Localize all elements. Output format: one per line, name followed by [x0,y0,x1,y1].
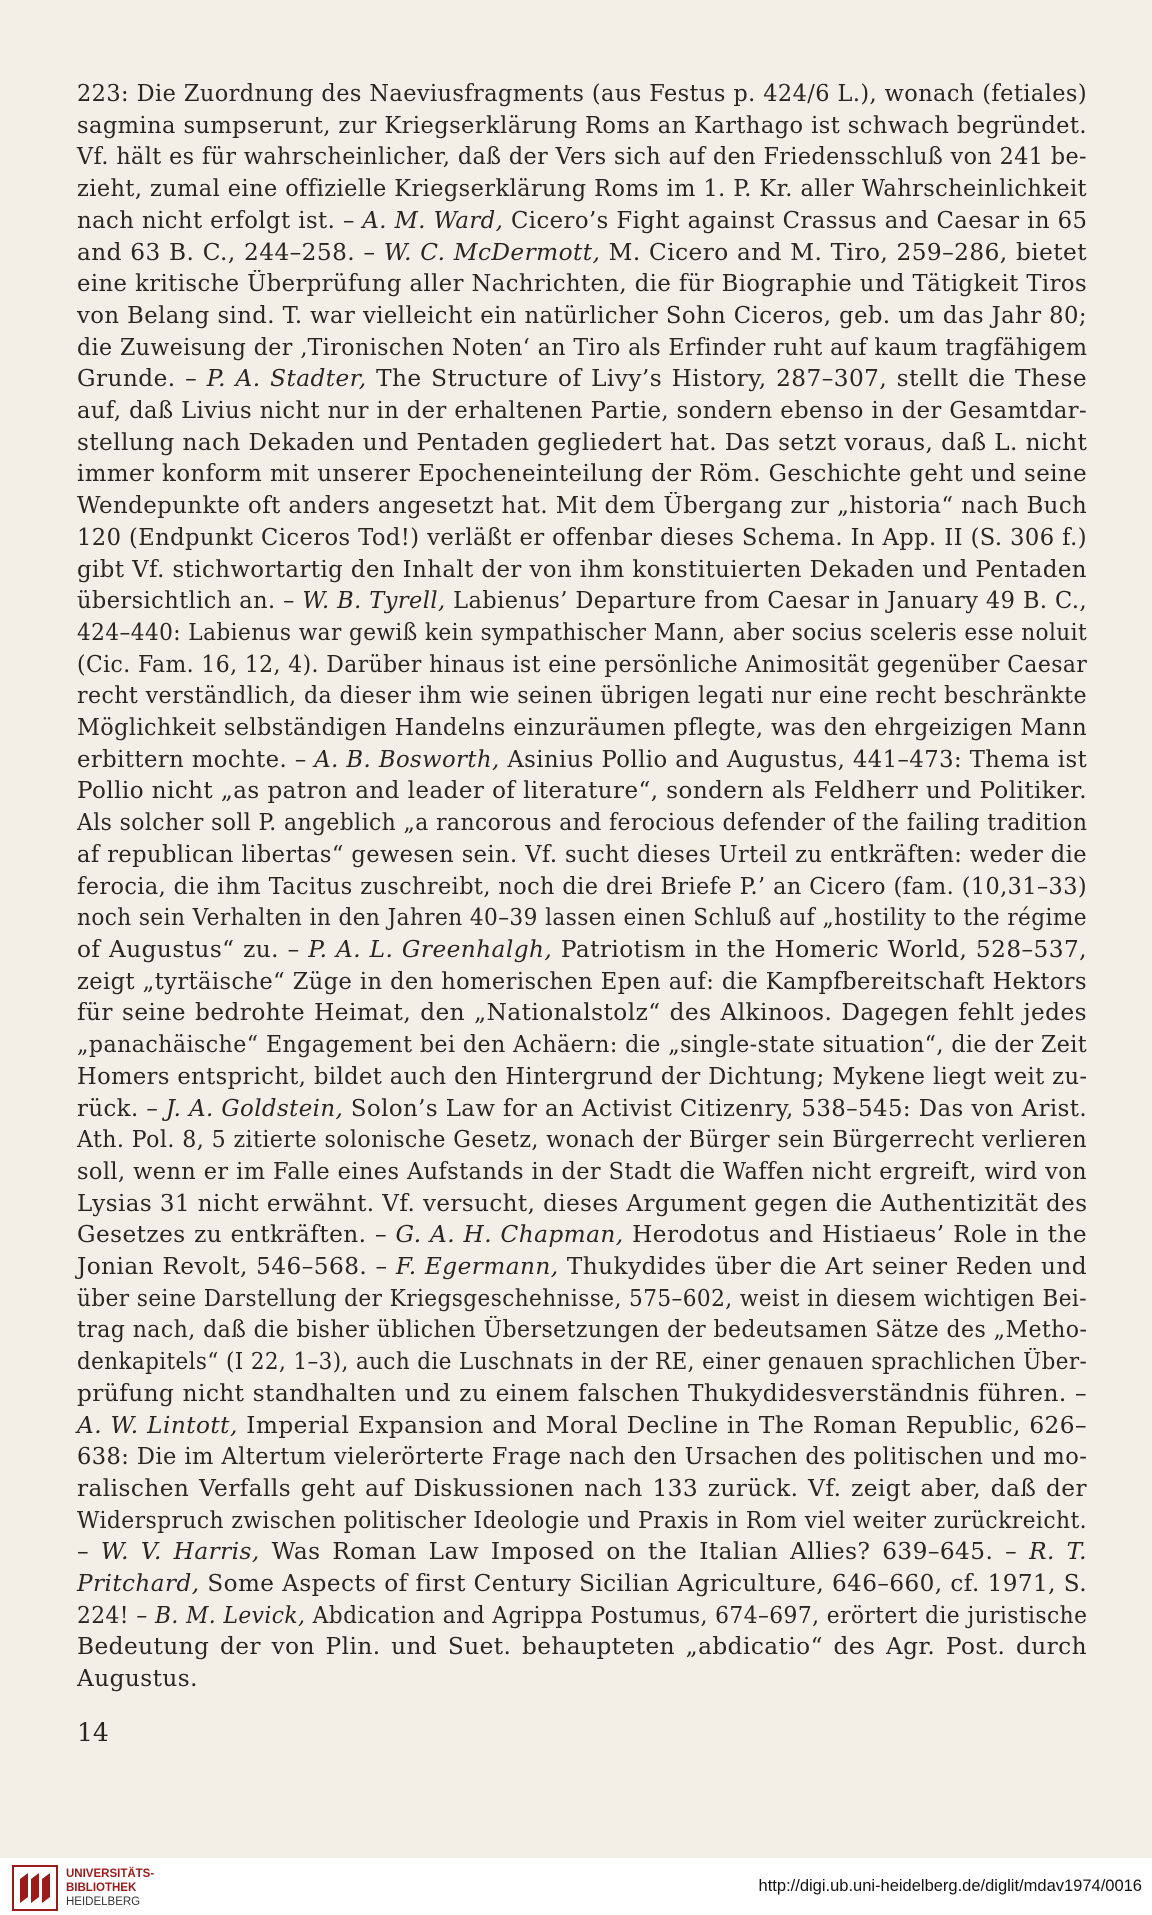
page-body-text [77,78,1087,1695]
page-number: 14 [77,1718,109,1747]
text-line: stellung nach Dekaden und Pentaden gegliedert hat. Das setzt voraus, daß L. nicht [77,428,1088,456]
text-line: immer konform mit unserer Epocheneinteilung der Röm. Geschichte geht und seine [77,460,1088,488]
text-line: Lysias 31 nicht erwähnt. Vf. versucht, dieses Argument gegen die Authentizität des [77,1189,1088,1217]
text-line: nach nicht erfolgt ist. – A. M. Ward, Cicero’s Fight against Crassus and Caesar in 65 [77,206,1088,234]
text-line: ralischen Verfalls geht auf Diskussionen nach 133 zurück. Vf. zeigt aber, daß der [77,1474,1087,1502]
text-line: Widerspruch zwischen politischer Ideologie und Praxis in Rom viel weiter zurückreicht. [77,1506,1088,1534]
text-line: 638: Die im Altertum vielerörterte Frage nach den Ursachen des politischen und mo- [77,1443,1088,1471]
text-line: rück. – J. A. Goldstein, Solon’s Law for an Activist Citizenry, 538–545: Das von Arist. [77,1094,1088,1122]
source-url-link[interactable]: http://digi.ub.uni-heidelberg.de/diglit/mdav1974/0016 [758,1877,1142,1895]
text-line: für seine bedrohte Heimat, den „Nationalstolz“ des Alkinoos. Dagegen fehlt jedes [77,999,1087,1027]
text-line: zeigt „tyrtäische“ Züge in den homerischen Epen auf: die Kampfbereitschaft Hektors [77,967,1087,995]
text-line: auf, daß Livius nicht nur in der erhaltenen Partie, sondern ebenso in der Gesamtdar- [77,397,1088,425]
text-line: sagmina sumpserunt, zur Kriegserklärung Roms an Karthago ist schwach begründet. [77,111,1087,139]
text-line: von Belang sind. T. war vielleicht ein natürlicher Sohn Ciceros, geb. um das Jahr 80; [77,301,1088,329]
text-line: „panachäische“ Engagement bei den Achäern: die „single-state situation“, die der Zeit [77,1031,1088,1059]
university-library-logo-icon [12,1865,58,1911]
text-line: Ath. Pol. 8, 5 zitierte solonische Gesetz, wonach der Bürger sein Bürgerrecht verlieren [77,1126,1087,1154]
text-line: recht verständlich, da dieser ihm wie seinen übrigen legati nur eine recht beschränkte [77,682,1087,710]
text-line: Vf. hält es für wahrscheinlicher, daß der Vers sich auf den Friedensschluß von 241 be- [77,143,1087,171]
text-line: Pollio nicht „as patron and leader of literature“, sondern als Feldherr und Politiker. [77,777,1087,805]
logo-line-1: UNIVERSITÄTS- [66,1868,155,1880]
logo-line-2: BIBLIOTHEK [66,1882,137,1894]
text-line: Jonian Revolt, 546–568. – F. Egermann, Thukydides über die Art seiner Reden und [77,1253,1088,1281]
text-line: 223: Die Zuordnung des Naeviusfragments (aus Festus p. 424/6 L.), wonach (fetiales) [77,80,1088,107]
text-line: Wendepunkte oft anders angesetzt hat. Mit dem Übergang zur „historia“ nach Buch [77,492,1088,520]
text-line: 120 (Endpunkt Ciceros Tod!) verläßt er offenbar dieses Schema. In App. II (S. 306 f.) [77,523,1087,551]
text-line: Augustus. [77,1665,198,1693]
text-line: zieht, zumal eine offizielle Kriegserklärung Roms im 1. P. Kr. aller Wahrscheinlichkeit [77,175,1087,203]
text-line: erbittern mochte. – A. B. Bosworth, Asinius Pollio and Augustus, 441–473: Thema ist [77,745,1088,773]
text-line: Gesetzes zu entkräften. – G. A. H. Chapman, Herodotus and Histiaeus’ Role in the [77,1221,1088,1249]
text-line: ferocia, die ihm Tacitus zuschreibt, noch die drei Briefe P.’ an Cicero (fam. (10,31–33) [77,872,1087,900]
library-logo-text [66,1867,154,1909]
text-line: Pritchard, Some Aspects of first Century Sicilian Agriculture, 646–660, cf. 1971, S. [77,1570,1088,1598]
text-line: Bedeutung der von Plin. und Suet. behaupteten „abdicatio“ des Agr. Post. durch [77,1633,1087,1661]
text-line: Als solcher soll P. angeblich „a rancorous and ferocious defender of the failing tradition [77,809,1088,837]
text-line: 424–440: Labienus war gewiß kein sympathischer Mann, aber socius sceleris esse noluit [77,618,1088,646]
text-line: Möglichkeit selbständigen Handelns einzuräumen pflegte, was den ehrgeizigen Mann [77,714,1088,742]
text-line: eine kritische Überprüfung aller Nachrichten, die für Biographie und Tätigkeit Tiros [77,270,1088,298]
text-line: of Augustus“ zu. – P. A. L. Greenhalgh, Patriotism in the Homeric World, 528–537, [77,935,1087,963]
text-line: (Cic. Fam. 16, 12, 4). Darüber hinaus ist eine persönliche Animosität gegenüber Caesar [77,650,1088,678]
text-line: denkapitels“ (I 22, 1–3), auch die Luschnats in der RE, einer genauen sprachlichen Über- [77,1348,1088,1376]
text-line: – W. V. Harris, Was Roman Law Imposed on the Italian Allies? 639–645. – R. T. [77,1538,1088,1566]
text-line: über seine Darstellung der Kriegsgeschehnisse, 575–602, weist in diesem wichtigen Bei- [77,1284,1087,1312]
text-line: Grunde. – P. A. Stadter, The Structure of Livy’s History, 287–307, stellt die These [77,365,1088,393]
text-line: af republican libertas“ gewesen sein. Vf. sucht dieses Urteil zu entkräften: weder die [77,840,1087,868]
text-line: trag nach, daß die bisher üblichen Übersetzungen der bedeutsamen Sätze des „Metho- [77,1316,1088,1344]
text-line: prüfung nicht standhalten und zu einem falschen Thukydidesverständnis führen. – [77,1379,1087,1407]
text-line: gibt Vf. stichwortartig den Inhalt der von ihm konstituierten Dekaden und Pentaden [77,555,1087,583]
text-line: übersichtlich an. – W. B. Tyrell, Labienus’ Departure from Caesar in January 49 B. C., [77,587,1088,615]
text-line: and 63 B. C., 244–258. – W. C. McDermott, M. Cicero and M. Tiro, 259–286, bietet [77,238,1087,266]
text-line: 224! – B. M. Levick, Abdication and Agrippa Postumus, 674–697, erörtert die juristische [77,1601,1088,1629]
text-line: die Zuweisung der ‚Tironischen Noten‘ an Tiro als Erfinder ruht auf kaum tragfähigem [77,333,1088,361]
logo-line-3: HEIDELBERG [66,1896,141,1908]
text-line: soll, wenn er im Falle eines Aufstands in der Stadt die Waffen nicht ergreift, wird von [77,1157,1088,1185]
text-line: noch sein Verhalten in den Jahren 40–39 lassen einen Schluß auf „hostility to the régime [77,904,1087,932]
text-line: Homers entspricht, bildet auch den Hintergrund der Dichtung; Mykene liegt weit zu- [77,1062,1088,1090]
text-line: A. W. Lintott, Imperial Expansion and Moral Decline in The Roman Republic, 626– [77,1411,1087,1439]
